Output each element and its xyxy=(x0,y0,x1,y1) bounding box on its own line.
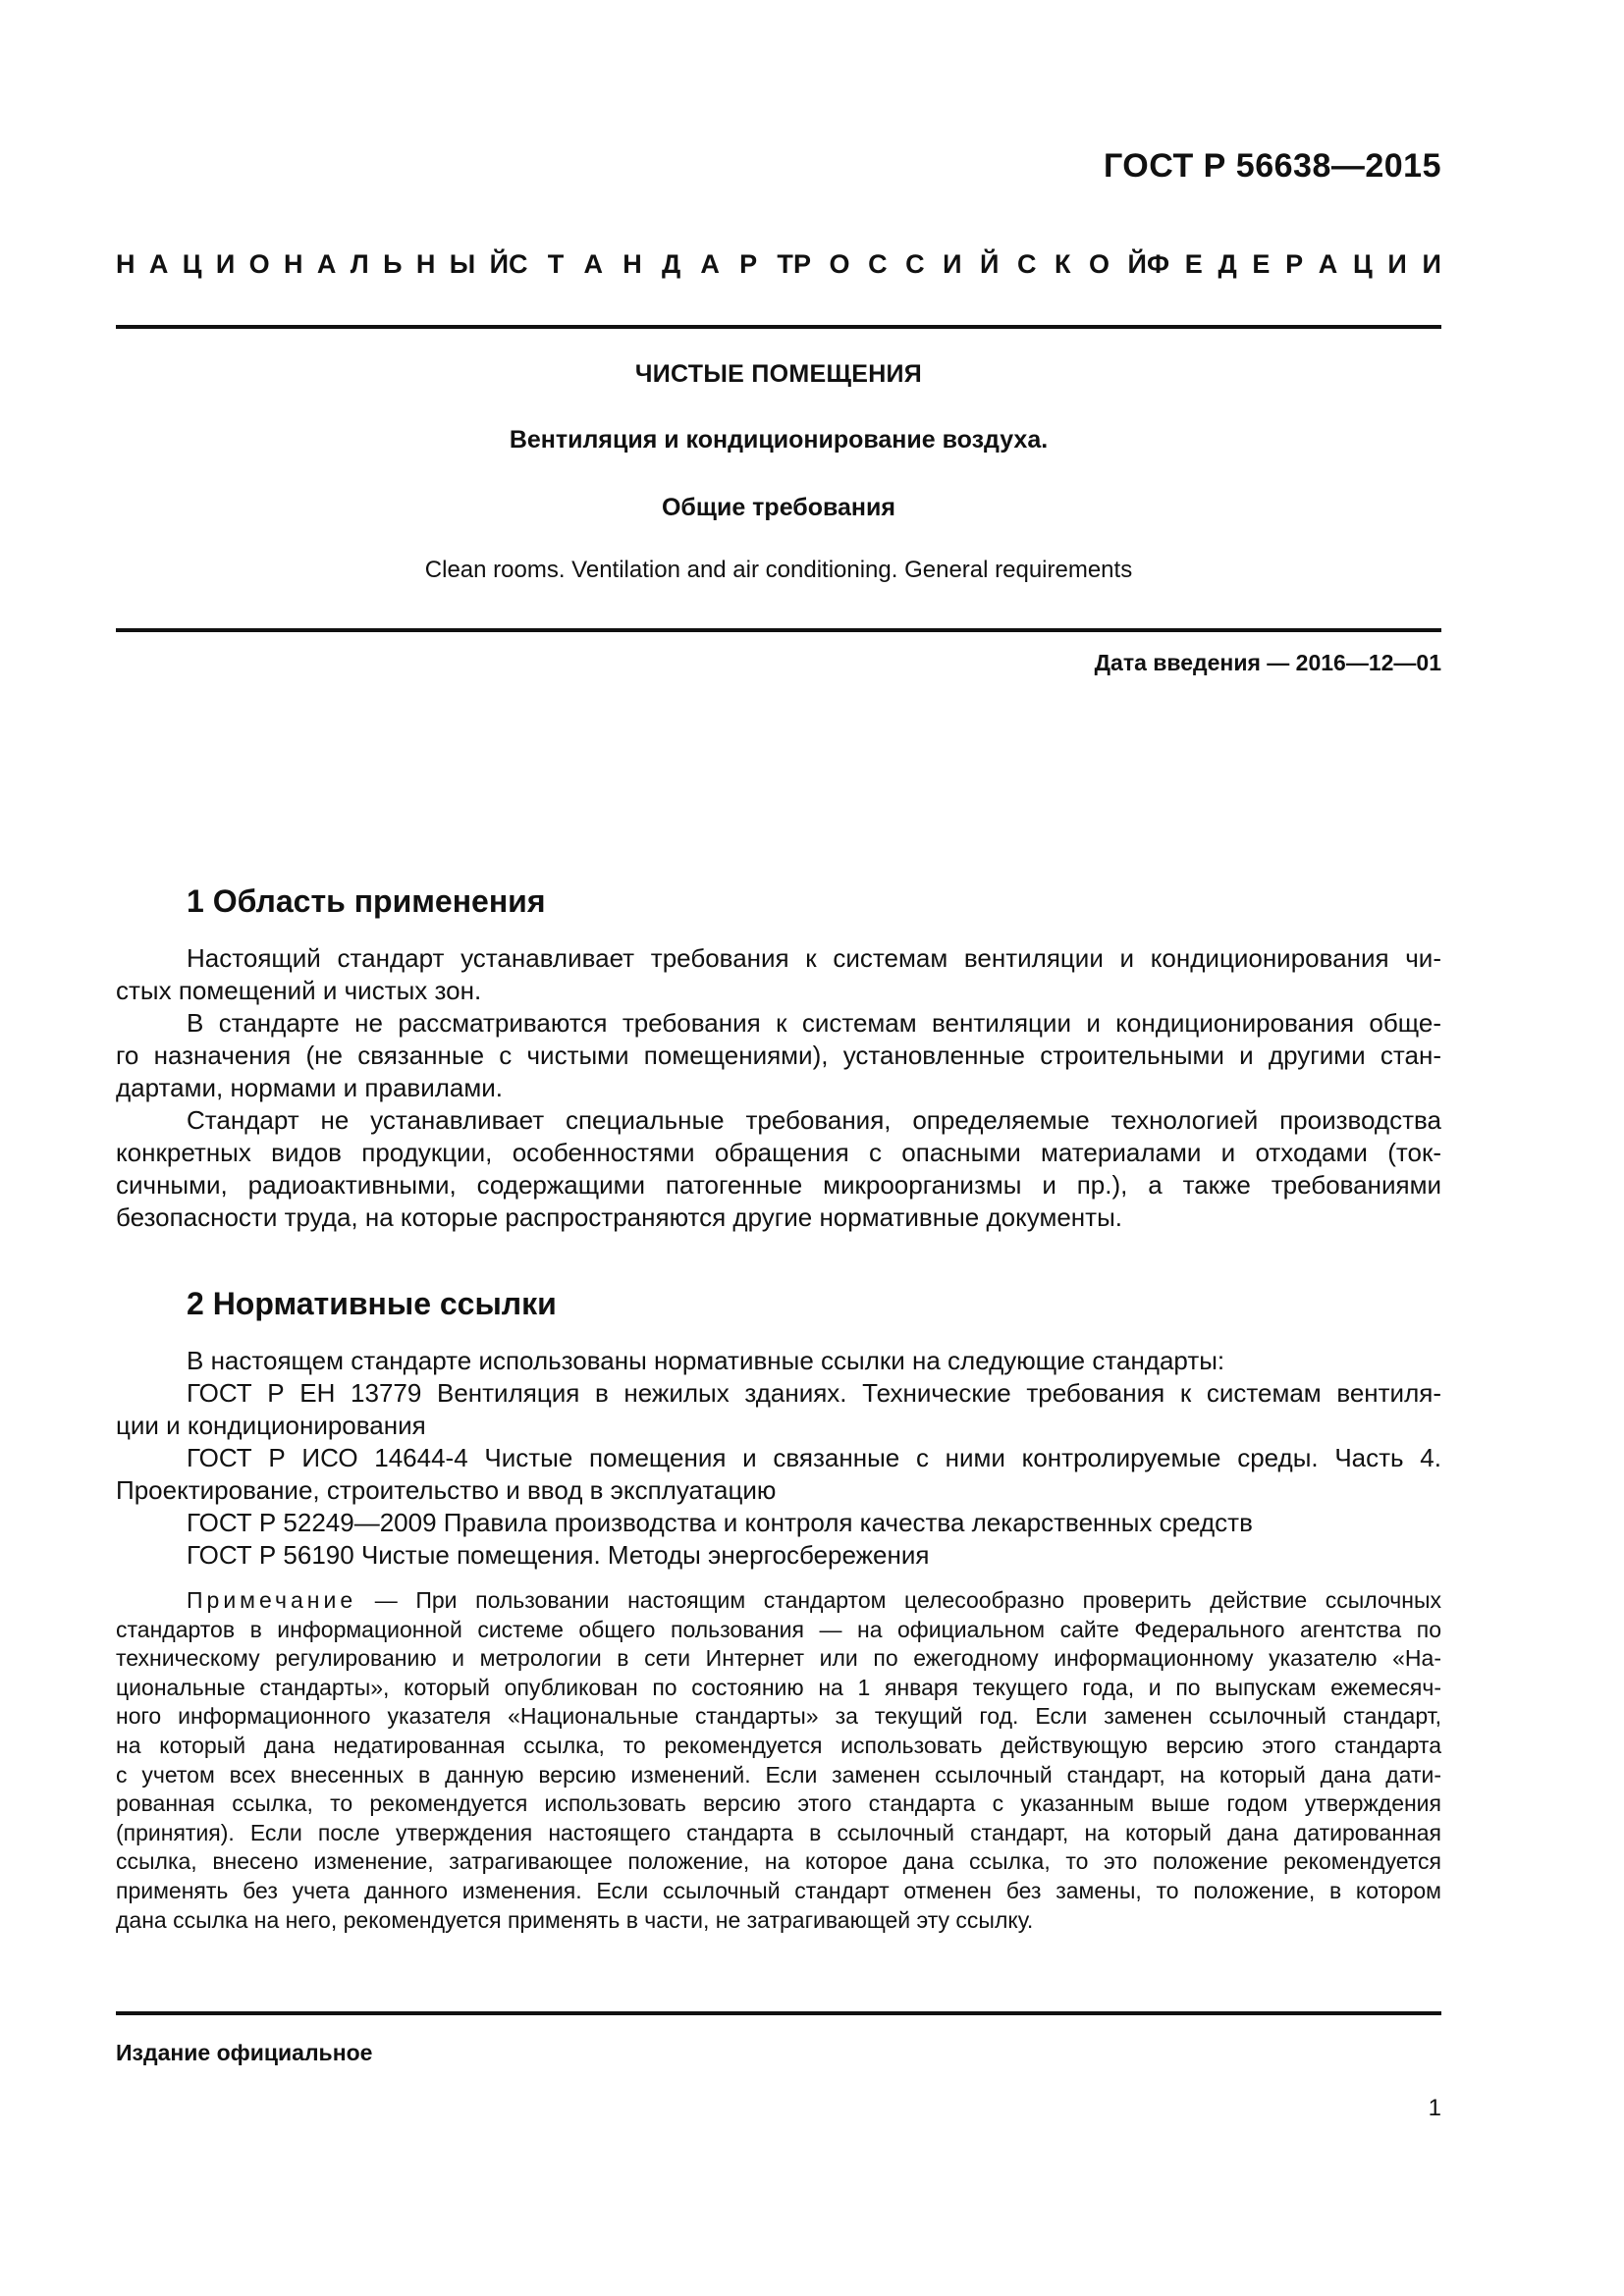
header-word: С Т А Н Д А Р Т xyxy=(509,249,793,279)
paragraph: Настоящий стандарт устанавливает требования к системам вентиляции и кондиционирования чи- стых помещений и чистых зон. В стандарте не рассматриваются требования к системам вентиляции и кондиционирования обще- го назначения (не связанные с чистыми помещениями), установленные строительными и другими стан- дартами, нормами и правилами. Стандарт не устанавливает специальные требования, определяемые технологией производства конкретных видов продукции, особенностями обращения с опасными материалами и отходами (ток- сичными, радиоактивными, содержащими патогенные микроорганизмы и пр.), а также требованиями безопасности труда, на которые распространяются другие нормативные документы. xyxy=(116,943,1441,1232)
divider-top xyxy=(116,325,1441,329)
paragraph: В настоящем стандарте использованы нормативные ссылки на следующие стандарты: ГОСТ Р ЕН 13779 Вентиляция в нежилых зданиях. Технические требования к системам вентиля- ции и кондиционирования ГОСТ Р ИСО 14644-4 Чистые помещения и связанные с ними контролируемые среды. Часть 4. Проектирование, строительство и ввод в эксплуатацию ГОСТ Р 52249—2009 Правила производства и контроля качества лекарственных средств ГОСТ Р 56190 Чистые помещения. Методы энергосбережения xyxy=(116,1346,1441,1570)
document-title: ЧИСТЫЕ ПОМЕЩЕНИЯ xyxy=(634,360,923,388)
reference-item: ГОСТ Р 52249—2009 Правила производства и контроля качества лекарственных средств xyxy=(187,1508,1253,1537)
reference-item: ГОСТ Р ИСО 14644-4 Чистые помещения и связанные с ними контролируемые среды. Часть 4. xyxy=(187,1443,1441,1472)
note-label: Примечание xyxy=(187,1587,357,1613)
document-code: ГОСТ Р 56638—2015 xyxy=(1103,147,1441,185)
document-subtitle-2: Общие требования xyxy=(661,494,895,521)
divider-middle xyxy=(116,628,1441,632)
english-title: Clean rooms. Ventilation and air conditioning. General requirements xyxy=(424,557,1133,583)
note-block: Примечание — При пользовании настоящим стандартом целесообразно проверить действие ссылочных стандартов в информационной системе общего пользования — на официальном сайте Федерального агентства по техническому регулированию и метрологии в сети Интернет или по ежегодному информационному указателю «На- циональные стандарты», который опубликован по состоянию на 1 января текущего года, и по выпускам ежемесяч- ного информационного указателя «Национальные стандарты» за текущий год. Если заменен ссылочный стандарт, на который дана недатированная ссылка, то рекомендуется использовать действующую версию этого стандарта с учетом всех внесенных в данную версию изменений. Если заменен ссылочный стандарт, на который дана дати- рованная ссылка, то рекомендуется использовать версию этого стандарта с указанным выше годом утверждения (принятия). Если после утверждения настоящего стандарта в ссылочный стандарт, на который дана датированная ссылка, внесено изменение, затрагивающее положение, на которое дана ссылка, то это положение рекомендуется применять без учета данного изменения. Если ссылочный стандарт отменен без замены, то положение, в котором дана ссылка на него, рекомендуется применять в части, не затрагивающей эту ссылку. xyxy=(116,1587,1441,1933)
introduction-date: Дата введения — 2016—12—01 xyxy=(1094,650,1441,675)
edition-label: Издание официальное xyxy=(116,2040,373,2065)
divider-bottom xyxy=(116,2011,1441,2015)
header-word: Н А Ц И О Н А Л Ь Н Ы Й xyxy=(116,249,509,279)
reference-item: ГОСТ Р ЕН 13779 Вентиляция в нежилых зданиях. Технические требования к системам вентиля- xyxy=(187,1378,1441,1408)
header-word: Ф Е Д Е Р А Ц И И xyxy=(1147,249,1441,279)
page-number: 1 xyxy=(1428,2095,1441,2121)
section-heading: 1 Область применения xyxy=(187,883,546,919)
header-word: Р О С С И Й С К О Й xyxy=(793,249,1147,279)
national-standard-header xyxy=(116,249,1441,280)
document-subtitle: Вентиляция и кондиционирование воздуха. xyxy=(509,426,1049,454)
section-heading: 2 Нормативные ссылки xyxy=(187,1286,557,1321)
reference-item: ГОСТ Р 56190 Чистые помещения. Методы энергосбережения xyxy=(187,1540,930,1570)
